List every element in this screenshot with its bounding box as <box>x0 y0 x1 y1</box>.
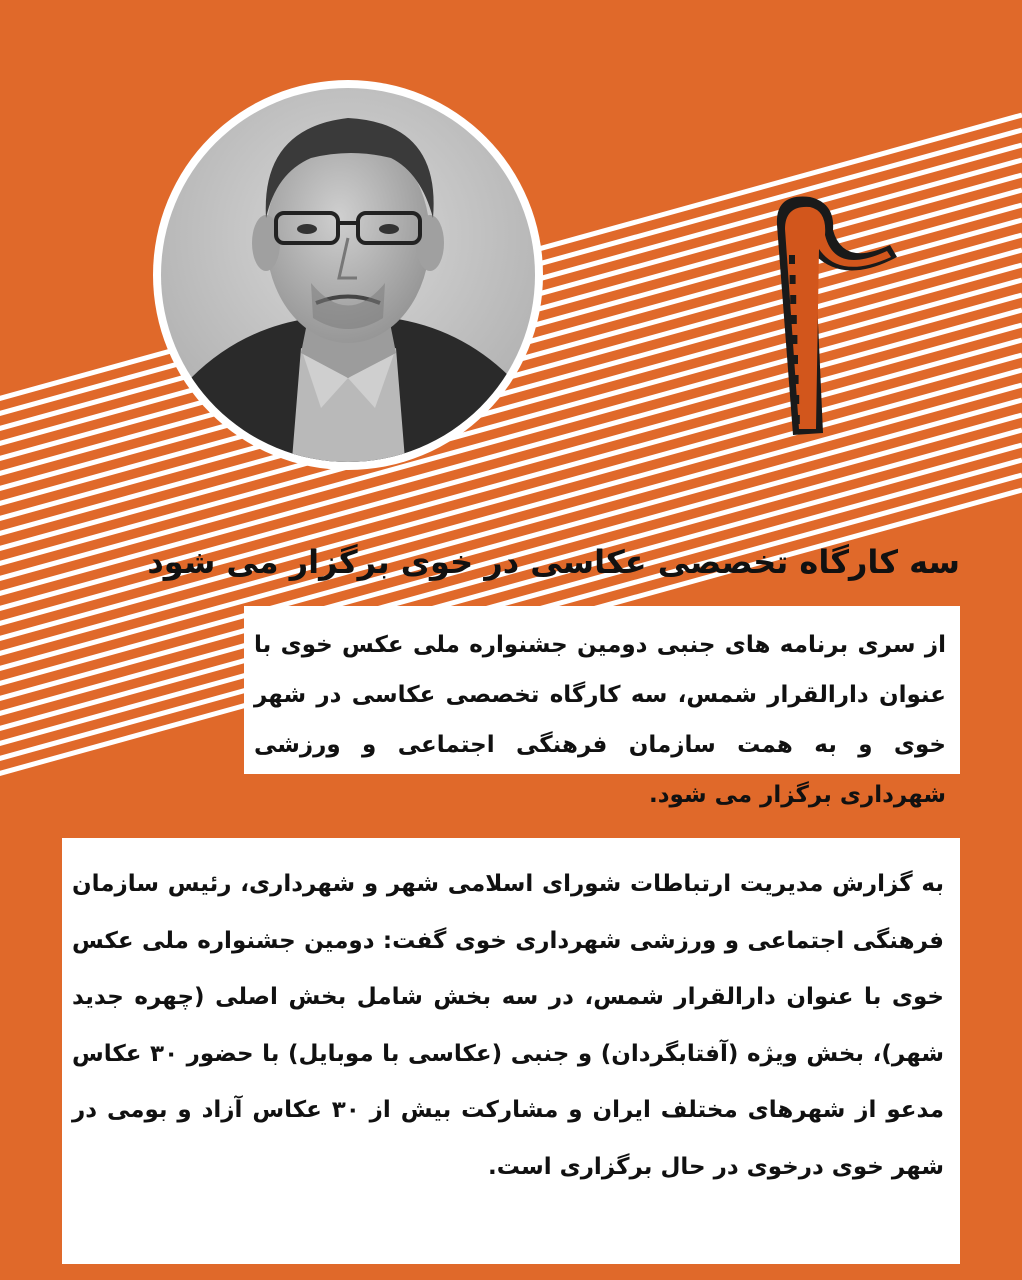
reel-hole <box>790 275 796 284</box>
body-text: به گزارش مدیریت ارتباطات شورای اسلامی شهر و شهرداری، رئیس سازمان فرهنگی اجتماعی و ورزشی شهرداری خوی گفت: دومین جشنواره ملی عکس خوی با عنوان دارالقرار شمس، در سه بخش شامل بخش اصلی (چهره جدید شهر)، بخش ویژه (آفتابگردان) و جنبی (عکاسی با موبایل) با حضور ۳۰ عکاس مدعو از شهرهای مختلف ایران و مشارکت بیش از ۳۰ عکاس آزاد و بومی در شهر خوی درخوی در حال برگزاری است. <box>72 871 944 1180</box>
reel-hole <box>793 395 799 404</box>
headline: سه کارگاه تخصصی عکاسی در خوی برگزار می شود <box>147 543 960 581</box>
reel-hole <box>791 315 797 324</box>
reel-hole <box>790 295 796 304</box>
film-reel-icon <box>715 185 900 440</box>
reel-hole <box>789 255 795 264</box>
reel-hole <box>792 355 798 364</box>
body-box <box>62 838 960 1264</box>
reel-hole <box>791 335 797 344</box>
portrait-photo <box>151 78 545 472</box>
reel-hole <box>793 375 799 384</box>
intro-box <box>244 606 960 808</box>
reel-hole <box>794 415 800 424</box>
intro-text: از سری برنامه های جنبی دومین جشنواره ملی عکس خوی با عنوان دارالقرار شمس، سه کارگاه تخصصی عکاسی در شهر خوی و به همت سازمان فرهنگی اجتماعی و ورزشی شهرداری برگزار می شود. <box>254 632 946 808</box>
